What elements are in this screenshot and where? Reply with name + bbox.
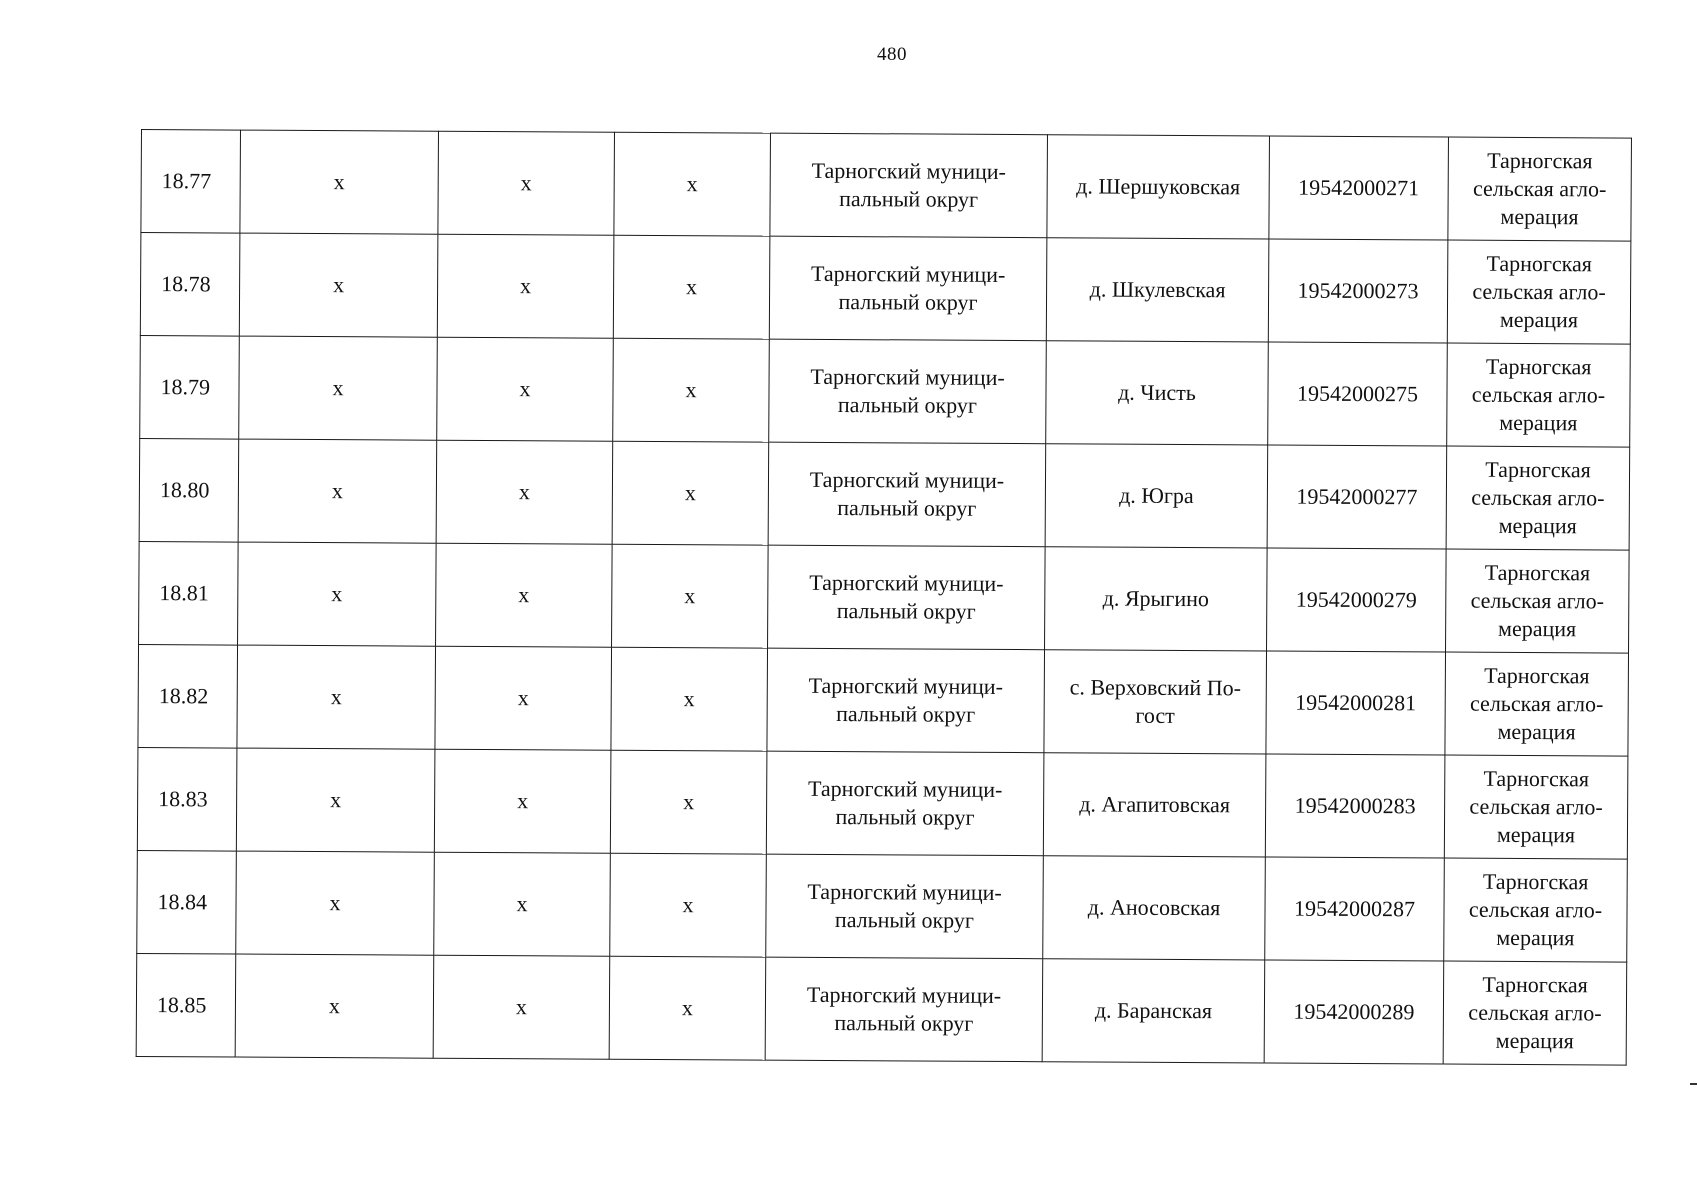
agglomeration-cell-line: мерация — [1499, 306, 1579, 333]
agglomeration-cell-line: Тарногская — [1483, 765, 1590, 792]
row-number-cell: 18.82 — [138, 644, 238, 748]
mark-cell-1: х — [238, 542, 437, 646]
settlement-cell-line: д. Аносовская — [1087, 894, 1221, 921]
settlements-table — [136, 129, 1632, 1066]
settlement-cell-line: с. Верховский По- — [1069, 674, 1242, 701]
agglomeration-cell-line: сельская агло- — [1471, 381, 1606, 408]
table-row — [139, 438, 1630, 550]
agglomeration-cell — [1445, 652, 1629, 756]
mark-cell-3: х — [614, 132, 771, 236]
district-cell-line: Тарногский муници- — [810, 260, 1006, 287]
mark-cell-2: х — [437, 337, 614, 441]
settlement-cell — [1045, 547, 1268, 651]
agglomeration-cell-line: сельская агло- — [1471, 484, 1605, 511]
mark-cell-3: х — [613, 338, 770, 442]
row-number-cell: 18.85 — [136, 953, 236, 1057]
settlement-cell — [1047, 135, 1270, 239]
settlement-cell — [1046, 341, 1269, 445]
agglomeration-cell — [1447, 343, 1631, 447]
district-cell-line: Тарногский муници- — [809, 466, 1005, 493]
district-cell-line: Тарногский муници- — [808, 672, 1004, 699]
table-row — [140, 335, 1631, 447]
settlement-cell-line: д. Ярыгино — [1102, 585, 1209, 612]
agglomeration-cell-line: сельская агло- — [1468, 999, 1602, 1026]
edge-mark — [1690, 1083, 1697, 1085]
mark-cell-2: х — [434, 852, 611, 956]
mark-cell-3: х — [610, 853, 767, 957]
district-cell-line: Тарногский муници- — [806, 981, 1002, 1008]
district-cell-line: Тарногский муници- — [807, 775, 1003, 802]
district-cell-line: пальный округ — [837, 392, 977, 418]
mark-cell-1: х — [237, 645, 436, 749]
agglomeration-cell — [1443, 961, 1627, 1065]
settlement-cell-line: д. Чисть — [1118, 379, 1196, 406]
oktmo-code-cell: 19542000279 — [1267, 548, 1447, 652]
mark-cell-2: х — [433, 955, 610, 1059]
settlement-cell — [1043, 753, 1266, 857]
agglomeration-cell-line: сельская агло- — [1469, 793, 1603, 820]
row-number-cell: 18.80 — [139, 438, 239, 542]
agglomeration-cell-line: Тарногская — [1485, 456, 1591, 483]
agglomeration-cell-line: Тарногская — [1482, 868, 1589, 895]
agglomeration-cell-line: Тарногская — [1486, 250, 1593, 277]
district-cell — [769, 339, 1047, 444]
row-number-cell: 18.84 — [137, 850, 237, 954]
agglomeration-cell-line: мерация — [1496, 924, 1575, 951]
oktmo-code-cell: 19542000277 — [1267, 445, 1447, 549]
agglomeration-cell-line: Тарногская — [1482, 971, 1588, 998]
agglomeration-cell-line: мерация — [1496, 821, 1576, 848]
agglomeration-cell — [1447, 240, 1631, 344]
district-cell-line: пальный округ — [834, 907, 975, 933]
district-cell-line: пальный округ — [837, 495, 977, 521]
table-row — [136, 953, 1627, 1065]
settlement-cell-line: д. Баранская — [1094, 997, 1213, 1024]
mark-cell-1: х — [236, 851, 435, 955]
district-cell — [766, 854, 1044, 959]
settlement-cell — [1046, 238, 1269, 342]
oktmo-code-cell: 19542000271 — [1269, 136, 1449, 240]
row-number-cell: 18.78 — [140, 233, 240, 337]
mark-cell-3: х — [612, 441, 769, 545]
oktmo-code-cell: 19542000287 — [1265, 857, 1445, 961]
district-cell — [768, 545, 1046, 650]
agglomeration-cell-line: сельская агло- — [1470, 587, 1605, 614]
mark-cell-1: х — [239, 336, 438, 440]
mark-cell-3: х — [613, 235, 770, 339]
agglomeration-cell-line: сельская агло- — [1472, 175, 1607, 202]
district-cell-line: пальный округ — [836, 598, 976, 624]
agglomeration-cell — [1446, 446, 1630, 550]
agglomeration-cell-line: Тарногская — [1484, 662, 1590, 689]
district-cell — [766, 751, 1044, 856]
district-cell — [767, 648, 1045, 753]
district-cell-line: Тарногский муници- — [811, 157, 1006, 184]
row-number-cell: 18.81 — [139, 541, 239, 645]
settlement-cell-line: д. Шкулевская — [1089, 276, 1226, 303]
district-cell-line: пальный округ — [835, 804, 975, 830]
agglomeration-cell — [1444, 858, 1628, 962]
district-cell-line: пальный округ — [839, 186, 979, 212]
mark-cell-2: х — [436, 543, 613, 647]
table-row — [137, 747, 1628, 859]
row-number-cell: 18.77 — [141, 130, 241, 234]
mark-cell-2: х — [436, 440, 613, 544]
mark-cell-1: х — [236, 748, 435, 852]
mark-cell-3: х — [609, 956, 766, 1060]
district-cell-line: Тарногский муници- — [810, 363, 1005, 390]
mark-cell-3: х — [610, 750, 767, 854]
settlement-cell-line: гост — [1135, 702, 1175, 728]
oktmo-code-cell: 19542000273 — [1268, 239, 1448, 343]
mark-cell-1: х — [240, 130, 439, 234]
oktmo-code-cell: 19542000289 — [1264, 960, 1444, 1064]
row-number-cell: 18.83 — [137, 747, 237, 851]
agglomeration-cell-line: сельская агло- — [1468, 896, 1603, 923]
mark-cell-3: х — [612, 544, 769, 648]
row-number-cell: 18.79 — [140, 335, 240, 439]
mark-cell-1: х — [238, 439, 437, 543]
mark-cell-2: х — [435, 646, 612, 750]
agglomeration-cell — [1444, 755, 1628, 859]
agglomeration-cell-line: мерация — [1498, 512, 1577, 539]
district-cell-line: Тарногский муници- — [809, 569, 1004, 596]
mark-cell-1: х — [235, 954, 434, 1058]
district-cell — [765, 957, 1043, 1062]
district-cell-line: пальный округ — [836, 701, 976, 727]
agglomeration-cell — [1446, 549, 1630, 653]
settlement-cell-line: д. Агапитовская — [1079, 791, 1231, 818]
district-cell — [769, 236, 1047, 341]
settlement-cell — [1045, 444, 1268, 548]
settlement-cell — [1043, 856, 1266, 960]
oktmo-code-cell: 19542000275 — [1268, 342, 1448, 446]
settlement-cell — [1044, 650, 1267, 754]
agglomeration-cell-line: мерация — [1497, 718, 1576, 745]
table-row — [139, 541, 1630, 653]
mark-cell-3: х — [611, 647, 768, 751]
mark-cell-2: х — [434, 749, 611, 853]
agglomeration-cell-line: Тарногская — [1487, 147, 1593, 174]
oktmo-code-cell: 19542000283 — [1265, 754, 1445, 858]
agglomeration-cell-line: сельская агло- — [1472, 278, 1606, 305]
table-row — [137, 850, 1628, 962]
settlement-cell-line: д. Шершуковская — [1076, 173, 1241, 200]
mark-cell-2: х — [438, 131, 615, 235]
agglomeration-cell-line: Тарногская — [1485, 353, 1592, 380]
table-body — [136, 130, 1631, 1066]
agglomeration-cell-line: Тарногская — [1484, 559, 1591, 586]
table-row — [138, 644, 1629, 756]
agglomeration-cell-line: мерация — [1500, 203, 1579, 230]
settlement-cell-line: д. Югра — [1119, 482, 1194, 509]
district-cell-line: пальный округ — [834, 1010, 974, 1036]
mark-cell-2: х — [437, 234, 614, 338]
district-cell-line: Тарногский муници- — [807, 878, 1002, 905]
table-row — [140, 233, 1631, 345]
agglomeration-cell-line: мерация — [1498, 615, 1577, 642]
district-cell-line: пальный округ — [838, 289, 978, 315]
oktmo-code-cell: 19542000281 — [1266, 651, 1446, 755]
settlement-cell — [1042, 959, 1265, 1063]
agglomeration-cell-line: сельская агло- — [1469, 690, 1604, 717]
agglomeration-cell-line: мерация — [1499, 409, 1578, 436]
table-row — [141, 130, 1632, 242]
district-cell — [770, 133, 1048, 238]
district-cell — [768, 442, 1046, 547]
mark-cell-1: х — [239, 233, 438, 337]
page-number: 480 — [877, 44, 907, 65]
agglomeration-cell — [1448, 137, 1632, 241]
agglomeration-cell-line: мерация — [1495, 1027, 1574, 1054]
